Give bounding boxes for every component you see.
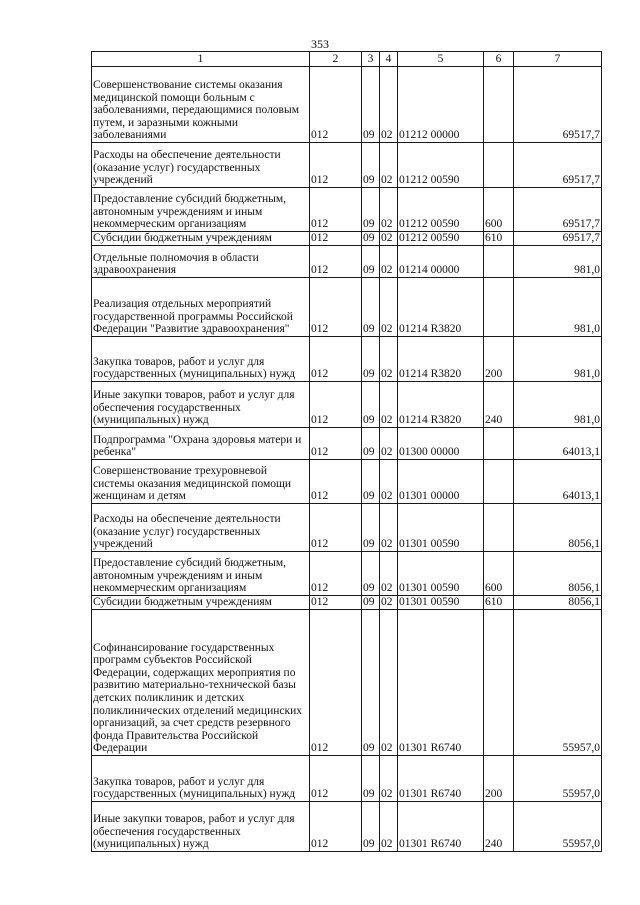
row-value-cell-6: 600 [484, 552, 514, 596]
row-value-cell-4: 02 [380, 552, 398, 596]
row-value-cell-2: 012 [310, 188, 362, 232]
row-value-cell-4: 02 [380, 337, 398, 382]
row-name-cell: Софинансирование государственных программ субъектов Российской Федерации, содержащих мероприятия по развитию материально-технической базы детских поликлиник и детских поликлинических отделений медицинских организаций, за счет средств резервного фонда Правительства Российской Федерации [92, 610, 310, 756]
row-value-cell-3: 09 [362, 246, 380, 278]
row-value-cell-6: 200 [484, 756, 514, 802]
row-value-cell-2: 012 [310, 232, 362, 246]
row-value-cell-7: 8056,1 [514, 596, 602, 610]
table-row [92, 337, 602, 382]
row-value-cell-5: 01214 R3820 [398, 382, 484, 428]
row-value-cell-6 [484, 460, 514, 504]
row-name-cell: Совершенствование трехуровневой системы оказания медицинской помощи женщинам и детям [92, 460, 310, 504]
row-name-cell: Предоставление субсидий бюджетным, автономным учреждениям и иным некоммерческим организациям [92, 552, 310, 596]
table-row [92, 188, 602, 232]
row-name-cell: Реализация отдельных мероприятий государственной программы Российской Федерации "Развитие здравоохранения" [92, 278, 310, 337]
table-row [92, 504, 602, 552]
row-value-cell-6: 610 [484, 596, 514, 610]
table-row [92, 610, 602, 756]
row-value-cell-5: 01300 00000 [398, 428, 484, 460]
row-value-cell-3: 09 [362, 67, 380, 143]
row-value-cell-5: 01301 00590 [398, 596, 484, 610]
column-header-7: 7 [514, 52, 602, 67]
budget-table [91, 51, 602, 852]
row-value-cell-2: 012 [310, 610, 362, 756]
row-value-cell-4: 02 [380, 143, 398, 188]
row-value-cell-7: 981,0 [514, 337, 602, 382]
row-value-cell-5: 01214 R3820 [398, 278, 484, 337]
row-value-cell-5: 01214 00000 [398, 246, 484, 278]
table-row [92, 232, 602, 246]
row-value-cell-2: 012 [310, 246, 362, 278]
row-name-cell: Иные закупки товаров, работ и услуг для обеспечения государственных (муниципальных) нужд [92, 382, 310, 428]
row-value-cell-3: 09 [362, 382, 380, 428]
row-name-cell: Совершенствование системы оказания медицинской помощи больным с заболеваниями, передающимися половым путем, и заразными кожными заболеваниями [92, 67, 310, 143]
row-value-cell-6 [484, 67, 514, 143]
row-value-cell-3: 09 [362, 188, 380, 232]
column-header-3: 3 [362, 52, 380, 67]
row-value-cell-6 [484, 278, 514, 337]
row-value-cell-2: 012 [310, 278, 362, 337]
row-value-cell-4: 02 [380, 610, 398, 756]
row-value-cell-5: 01212 00590 [398, 143, 484, 188]
table-body [92, 67, 602, 852]
row-value-cell-5: 01301 R6740 [398, 756, 484, 802]
row-value-cell-6 [484, 246, 514, 278]
row-value-cell-4: 02 [380, 460, 398, 504]
row-value-cell-7: 8056,1 [514, 504, 602, 552]
column-header-5: 5 [398, 52, 484, 67]
row-value-cell-4: 02 [380, 382, 398, 428]
row-value-cell-5: 01301 00590 [398, 504, 484, 552]
row-value-cell-7: 55957,0 [514, 802, 602, 852]
row-value-cell-3: 09 [362, 232, 380, 246]
row-value-cell-7: 981,0 [514, 382, 602, 428]
row-value-cell-5: 01301 00000 [398, 460, 484, 504]
row-value-cell-2: 012 [310, 802, 362, 852]
row-value-cell-3: 09 [362, 596, 380, 610]
row-value-cell-7: 69517,7 [514, 67, 602, 143]
row-value-cell-6 [484, 143, 514, 188]
row-value-cell-4: 02 [380, 756, 398, 802]
row-value-cell-2: 012 [310, 460, 362, 504]
row-value-cell-2: 012 [310, 756, 362, 802]
row-value-cell-5: 01212 00590 [398, 188, 484, 232]
table-row [92, 756, 602, 802]
table-row [92, 802, 602, 852]
row-name-cell: Закупка товаров, работ и услуг для государственных (муниципальных) нужд [92, 756, 310, 802]
table-header-row [92, 52, 602, 67]
row-name-cell: Иные закупки товаров, работ и услуг для обеспечения государственных (муниципальных) нужд [92, 802, 310, 852]
table-row [92, 428, 602, 460]
row-value-cell-7: 55957,0 [514, 756, 602, 802]
table-row [92, 246, 602, 278]
row-value-cell-2: 012 [310, 552, 362, 596]
row-value-cell-6: 240 [484, 802, 514, 852]
row-value-cell-3: 09 [362, 610, 380, 756]
row-value-cell-6: 200 [484, 337, 514, 382]
row-value-cell-4: 02 [380, 504, 398, 552]
row-value-cell-2: 012 [310, 504, 362, 552]
row-value-cell-6: 610 [484, 232, 514, 246]
row-name-cell: Расходы на обеспечение деятельности (оказание услуг) государственных учреждений [92, 504, 310, 552]
row-name-cell: Субсидии бюджетным учреждениям [92, 596, 310, 610]
row-value-cell-3: 09 [362, 428, 380, 460]
row-value-cell-6 [484, 610, 514, 756]
row-value-cell-5: 01212 00590 [398, 232, 484, 246]
row-value-cell-3: 09 [362, 278, 380, 337]
row-value-cell-5: 01301 00590 [398, 552, 484, 596]
row-value-cell-2: 012 [310, 382, 362, 428]
row-value-cell-3: 09 [362, 460, 380, 504]
row-value-cell-7: 55957,0 [514, 610, 602, 756]
row-value-cell-3: 09 [362, 552, 380, 596]
table-row [92, 460, 602, 504]
row-value-cell-4: 02 [380, 246, 398, 278]
table-row [92, 596, 602, 610]
table-row [92, 552, 602, 596]
row-value-cell-5: 01301 R6740 [398, 802, 484, 852]
row-name-cell: Предоставление субсидий бюджетным, автономным учреждениям и иным некоммерческим организациям [92, 188, 310, 232]
row-value-cell-4: 02 [380, 428, 398, 460]
row-value-cell-6 [484, 504, 514, 552]
row-value-cell-5: 01301 R6740 [398, 610, 484, 756]
row-value-cell-6: 600 [484, 188, 514, 232]
row-value-cell-2: 012 [310, 337, 362, 382]
row-value-cell-4: 02 [380, 596, 398, 610]
row-name-cell: Подпрограмма "Охрана здоровья матери и ребенка" [92, 428, 310, 460]
row-name-cell: Расходы на обеспечение деятельности (оказание услуг) государственных учреждений [92, 143, 310, 188]
row-value-cell-4: 02 [380, 278, 398, 337]
row-value-cell-2: 012 [310, 67, 362, 143]
table-row [92, 67, 602, 143]
table-row [92, 278, 602, 337]
row-value-cell-7: 981,0 [514, 246, 602, 278]
row-value-cell-4: 02 [380, 802, 398, 852]
column-header-6: 6 [484, 52, 514, 67]
row-value-cell-3: 09 [362, 802, 380, 852]
row-value-cell-7: 64013,1 [514, 460, 602, 504]
row-value-cell-3: 09 [362, 756, 380, 802]
row-value-cell-7: 64013,1 [514, 428, 602, 460]
row-name-cell: Закупка товаров, работ и услуг для государственных (муниципальных) нужд [92, 337, 310, 382]
row-value-cell-3: 09 [362, 337, 380, 382]
row-value-cell-4: 02 [380, 232, 398, 246]
row-value-cell-7: 8056,1 [514, 552, 602, 596]
column-header-1: 1 [92, 52, 310, 67]
row-value-cell-7: 69517,7 [514, 188, 602, 232]
row-value-cell-4: 02 [380, 67, 398, 143]
table-row [92, 382, 602, 428]
row-value-cell-5: 01214 R3820 [398, 337, 484, 382]
row-name-cell: Отдельные полномочия в области здравоохранения [92, 246, 310, 278]
row-name-cell: Субсидии бюджетным учреждениям [92, 232, 310, 246]
row-value-cell-2: 012 [310, 596, 362, 610]
row-value-cell-6 [484, 428, 514, 460]
page-number: 353 [311, 37, 329, 51]
row-value-cell-7: 69517,7 [514, 232, 602, 246]
row-value-cell-2: 012 [310, 143, 362, 188]
row-value-cell-7: 69517,7 [514, 143, 602, 188]
column-header-2: 2 [310, 52, 362, 67]
table-row [92, 143, 602, 188]
row-value-cell-3: 09 [362, 504, 380, 552]
row-value-cell-4: 02 [380, 188, 398, 232]
row-value-cell-5: 01212 00000 [398, 67, 484, 143]
row-value-cell-3: 09 [362, 143, 380, 188]
row-value-cell-6: 240 [484, 382, 514, 428]
row-value-cell-7: 981,0 [514, 278, 602, 337]
row-value-cell-2: 012 [310, 428, 362, 460]
column-header-4: 4 [380, 52, 398, 67]
